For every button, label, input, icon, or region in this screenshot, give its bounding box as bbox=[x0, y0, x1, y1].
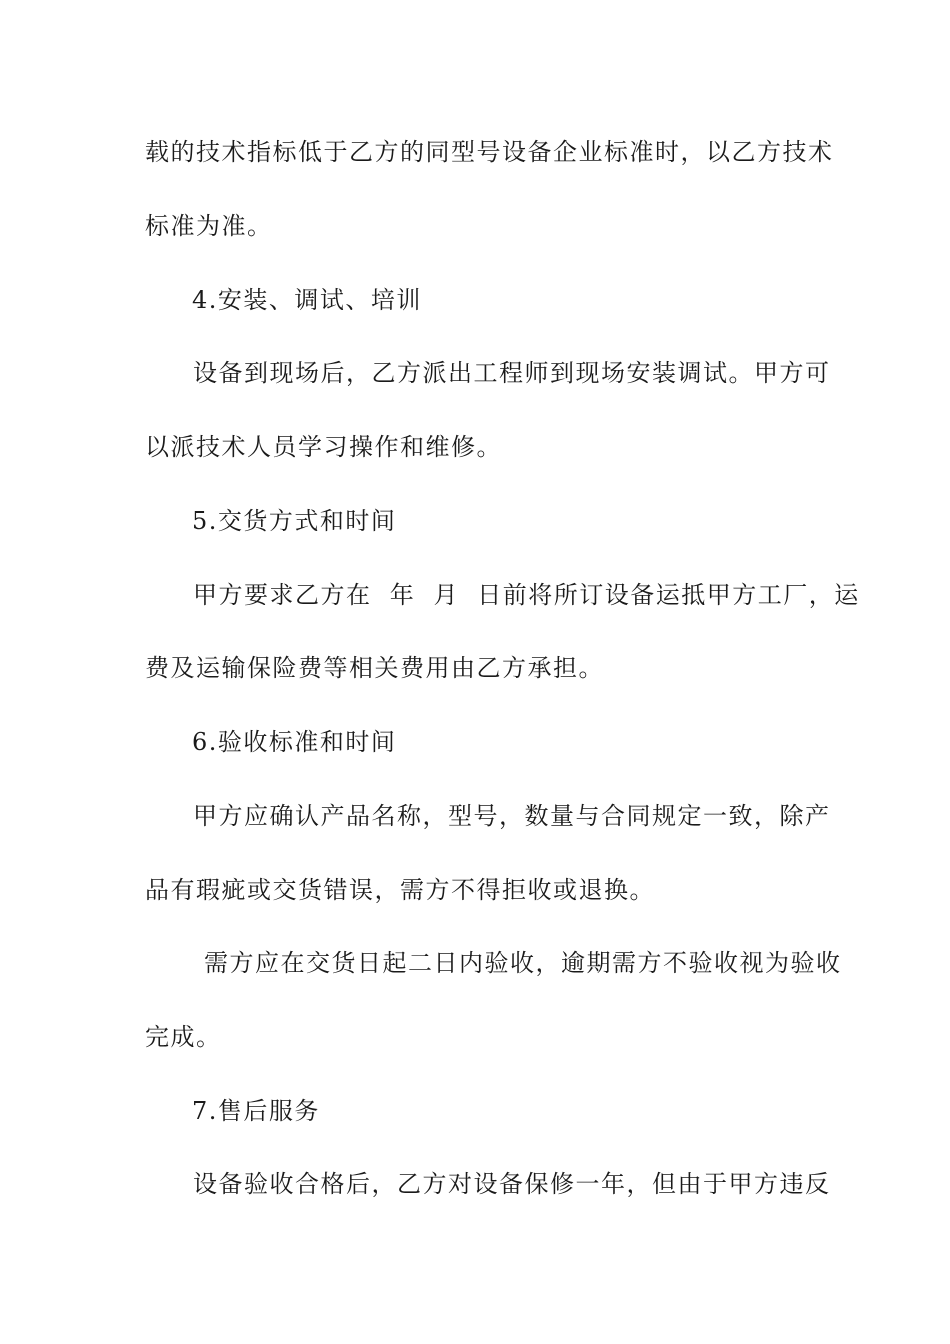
section-heading-after-sales: 7.售后服务 bbox=[192, 1097, 320, 1125]
paragraph-line: 完成。 bbox=[145, 1023, 222, 1051]
section-heading-installation: 4.安装、调试、培训 bbox=[192, 286, 422, 314]
paragraph-line: 设备验收合格后，乙方对设备保修一年，但由于甲方违反 bbox=[193, 1170, 831, 1198]
section-heading-delivery: 5.交货方式和时间 bbox=[192, 507, 397, 535]
paragraph-line: 甲方要求乙方在 年 月 日前将所订设备运抵甲方工厂，运 bbox=[193, 581, 860, 609]
paragraph-line: 标准为准。 bbox=[145, 212, 273, 240]
paragraph-line: 费及运输保险费等相关费用由乙方承担。 bbox=[145, 654, 604, 682]
paragraph-line: 甲方应确认产品名称，型号，数量与合同规定一致，除产 bbox=[193, 802, 831, 830]
paragraph-line: 设备到现场后，乙方派出工程师到现场安装调试。甲方可 bbox=[193, 359, 831, 387]
paragraph-line: 需方应在交货日起二日内验收，逾期需方不验收视为验收 bbox=[204, 949, 842, 977]
section-heading-acceptance: 6.验收标准和时间 bbox=[192, 728, 397, 756]
paragraph-line: 品有瑕疵或交货错误，需方不得拒收或退换。 bbox=[145, 876, 655, 904]
paragraph-line: 以派技术人员学习操作和维修。 bbox=[145, 433, 502, 461]
paragraph-line: 载的技术指标低于乙方的同型号设备企业标准时，以乙方技术 bbox=[145, 138, 834, 166]
